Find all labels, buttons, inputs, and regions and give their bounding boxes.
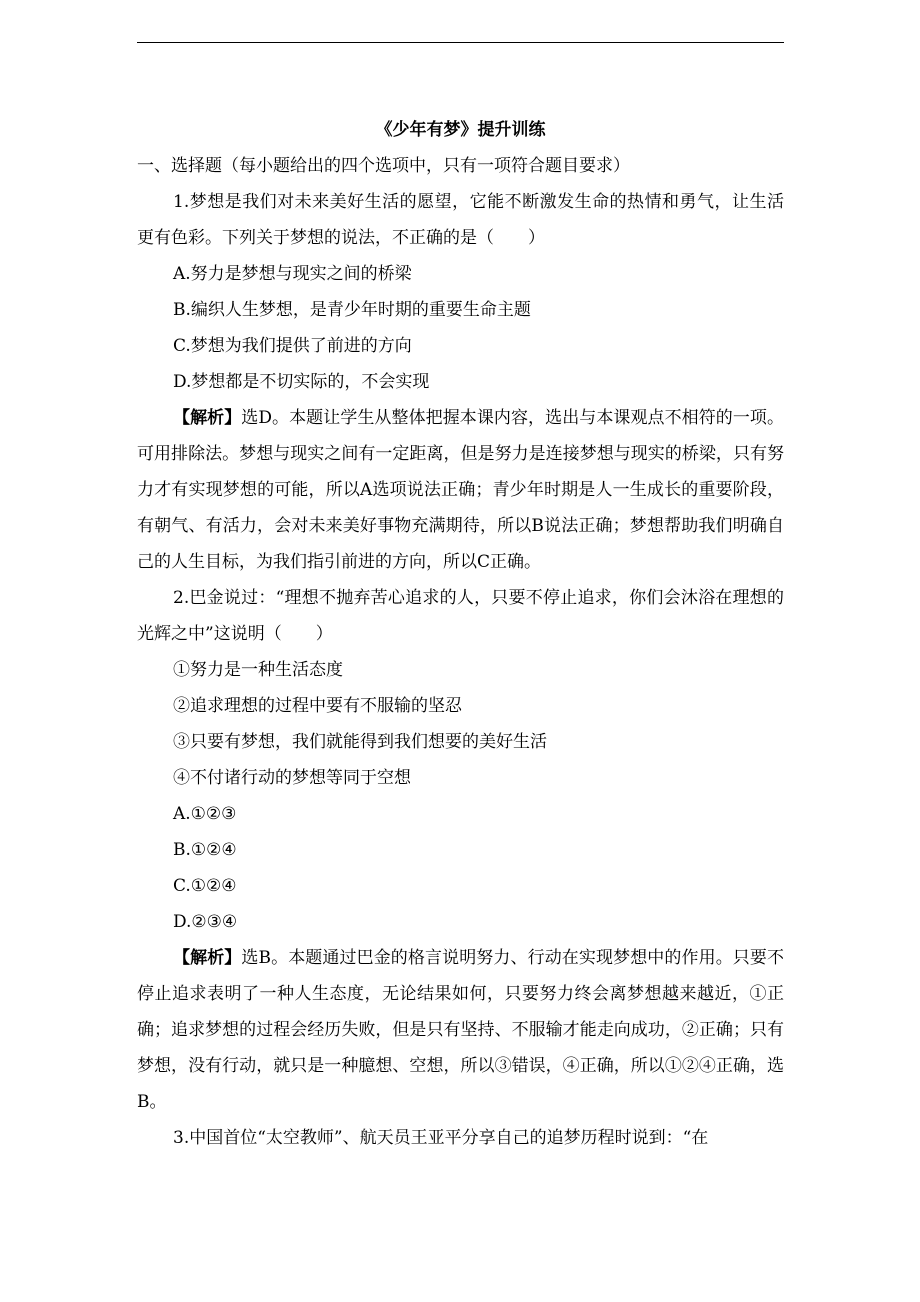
header-rule [137,42,784,43]
question-1-option-d: D.梦想都是不切实际的，不会实现 [173,372,430,392]
question-1-option-a: A.努力是梦想与现实之间的桥梁 [173,264,412,284]
question-1-analysis [137,400,784,580]
question-2-option-c: C.①②④ [173,876,237,896]
question-2-statement-3: ③只要有梦想，我们就能得到我们想要的美好生活 [173,732,547,752]
question-2-analysis [137,940,784,1120]
question-3-stem: 3.中国首位“太空教师”、航天员王亚平分享自己的追梦历程时说到：“在 [173,1128,709,1148]
question-2-option-a: A.①②③ [173,804,237,824]
question-2-option-b: B.①②④ [173,840,237,860]
question-2-statement-4: ④不付诸行动的梦想等同于空想 [173,768,411,788]
question-2-statement-1: ①努力是一种生活态度 [173,660,343,680]
question-1-option-c: C.梦想为我们提供了前进的方向 [173,336,412,356]
analysis-label: 【解析】 [173,408,242,428]
analysis-text: 选D。本题让学生从整体把握本课内容，选出与本课观点不相符的一项。可用排除法。梦想与现实之间有一定距离，但是努力是连接梦想与现实的桥梁，只有努力才有实现梦想的可能，所以A选项说法正确；青少年时期是人一生成长的重要阶段，有朝气、有活力，会对未来美好事物充满期待，所以B说法正确；梦想帮助我们明确自己的人生目标，为我们指引前进的方向，所以C正确。 [137,408,784,572]
document-body [137,112,784,1156]
analysis-label: 【解析】 [173,948,242,968]
document-title: 《少年有梦》提升训练 [375,120,546,140]
question-2-option-d: D.②③④ [173,912,238,932]
question-2-stem: 2.巴金说过：“理想不抛弃苦心追求的人，只要不停止追求，你们会沐浴在理想的光辉之中”这说明（ ） [137,588,784,644]
question-2-statement-2: ②追求理想的过程中要有不服输的坚忍 [173,696,462,716]
question-1-option-b: B.编织人生梦想，是青少年时期的重要生命主题 [173,300,531,320]
question-1-stem: 1.梦想是我们对未来美好生活的愿望，它能不断激发生命的热情和勇气，让生活更有色彩。下列关于梦想的说法，不正确的是（ ） [137,192,784,248]
section-heading: 一、选择题（每小题给出的四个选项中，只有一项符合题目要求） [137,156,630,176]
analysis-text: 选B。本题通过巴金的格言说明努力、行动在实现梦想中的作用。只要不停止追求表明了一种人生态度，无论结果如何，只要努力终会离梦想越来越近，①正确；追求梦想的过程会经历失败，但是只有坚持、不服输才能走向成功，②正确；只有梦想，没有行动，就只是一种臆想、空想，所以③错误，④正确，所以①②④正确，选B。 [137,948,784,1112]
